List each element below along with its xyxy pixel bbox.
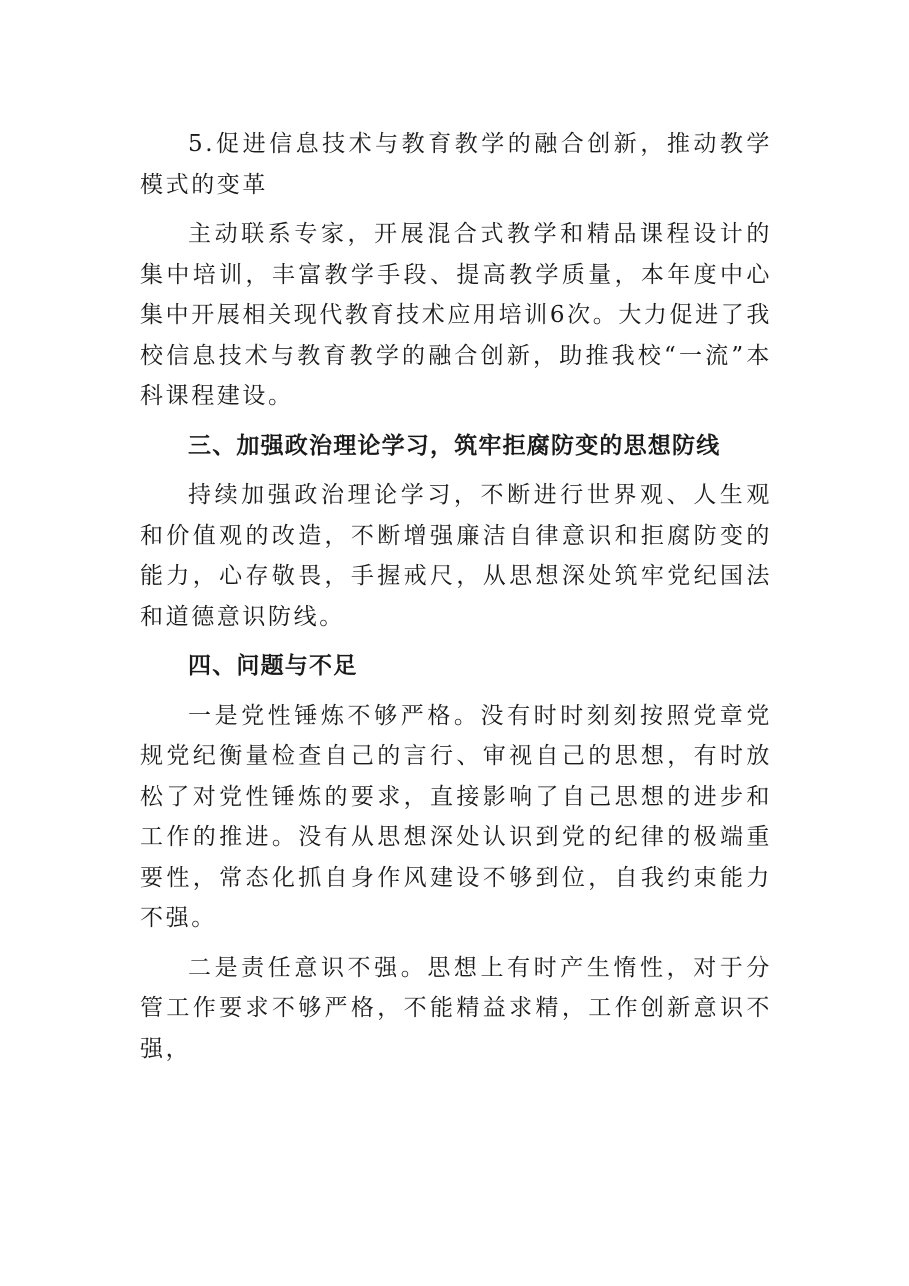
paragraph-subsection-5-title: 5.促进信息技术与教育教学的融合创新，推动教学模式的变革: [140, 131, 772, 198]
paragraph-problem-1: 一是党性锤炼不够严格。没有时时刻刻按照党章党规党纪衡量检查自己的言行、审视自己的思想，有时放松了对党性锤炼的要求，直接影响了自己思想的进步和工作的推进。没有从思想深处认识到党的纪律的极端重要性，常态化抓自身作风建设不够到位，自我约束能力不强。: [140, 702, 772, 931]
section-heading-3: 三、加强政治理论学习，筑牢拒腐防变的思想防线: [188, 432, 721, 459]
paragraph-political-study: 持续加强政治理论学习，不断进行世界观、人生观和价值观的改造，不断增强廉洁自律意识和拒腐防变的能力，心存敬畏，手握戒尺，从思想深处筑牢党纪国法和道德意识防线。: [140, 482, 772, 630]
paragraph-training: 主动联系专家，开展混合式教学和精品课程设计的集中培训，丰富教学手段、提高教学质量，本年度中心集中开展相关现代教育技术应用培训6次。大力促进了我校信息技术与教育教学的融合创新，助推我校“一流”本科课程建设。: [140, 221, 772, 409]
section-heading-4: 四、问题与不足: [188, 653, 358, 679]
document-page: [140, 124, 772, 1069]
paragraph-problem-2: 二是责任意识不强。思想上有时产生惰性，对于分管工作要求不够严格，不能精益求精，工作创新意识不强，: [140, 954, 772, 1062]
